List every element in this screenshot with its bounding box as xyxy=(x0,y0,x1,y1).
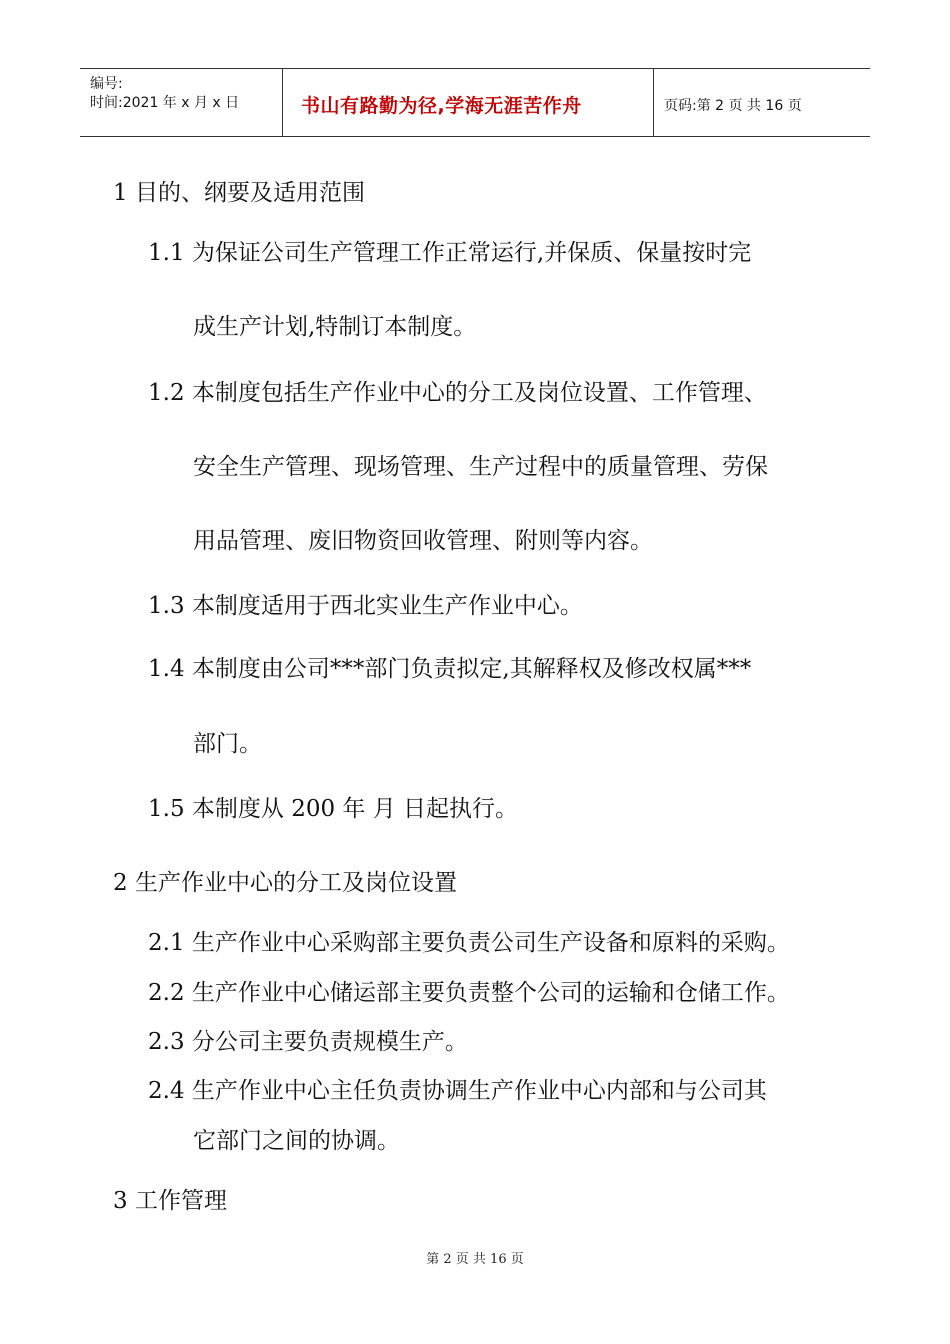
clause-1-2-line1: 1.2 本制度包括生产作业中心的分工及岗位设置、工作管理、 xyxy=(148,380,767,406)
header-page-cell xyxy=(654,69,870,136)
clause-1-4-line2: 部门。 xyxy=(193,731,262,757)
section-heading-1: 1 目的、纲要及适用范围 xyxy=(113,180,365,206)
clause-2-1: 2.1 生产作业中心采购部主要负责公司生产设备和原料的采购。 xyxy=(148,930,790,956)
clause-2-4-line1: 2.4 生产作业中心主任负责协调生产作业中心内部和与公司其 xyxy=(148,1078,767,1104)
section-heading-3: 3 工作管理 xyxy=(113,1188,227,1214)
clause-1-5: 1.5 本制度从 200 年 月 日起执行。 xyxy=(148,796,519,822)
header-motto-cell xyxy=(283,69,654,136)
header-meta-cell xyxy=(80,69,283,136)
header-page-info: 页码:第 2 页 共 16 页 xyxy=(664,98,802,114)
clause-1-1-line2: 成生产计划,特制订本制度。 xyxy=(193,314,477,340)
page-footer: 第 2 页 共 16 页 xyxy=(426,1252,524,1267)
header-motto: 书山有路勤为径,学海无涯苦作舟 xyxy=(301,95,582,117)
document-date-label: 时间:2021 年 x 月 x 日 xyxy=(90,95,240,111)
clause-1-1-line1: 1.1 为保证公司生产管理工作正常运行,并保质、保量按时完 xyxy=(148,240,752,266)
clause-1-2-line3: 用品管理、废旧物资回收管理、附则等内容。 xyxy=(193,528,653,554)
clause-2-4-line2: 它部门之间的协调。 xyxy=(193,1128,400,1154)
clause-1-3: 1.3 本制度适用于西北实业生产作业中心。 xyxy=(148,593,583,619)
document-number-label: 编号: xyxy=(90,76,123,92)
clause-1-2-line2: 安全生产管理、现场管理、生产过程中的质量管理、劳保 xyxy=(193,454,768,480)
clause-2-2: 2.2 生产作业中心储运部主要负责整个公司的运输和仓储工作。 xyxy=(148,980,790,1006)
clause-2-3: 2.3 分公司主要负责规模生产。 xyxy=(148,1029,468,1055)
document-header xyxy=(80,68,870,137)
clause-1-4-line1: 1.4 本制度由公司***部门负责拟定,其解释权及修改权属*** xyxy=(148,656,752,682)
section-heading-2: 2 生产作业中心的分工及岗位设置 xyxy=(113,870,457,896)
